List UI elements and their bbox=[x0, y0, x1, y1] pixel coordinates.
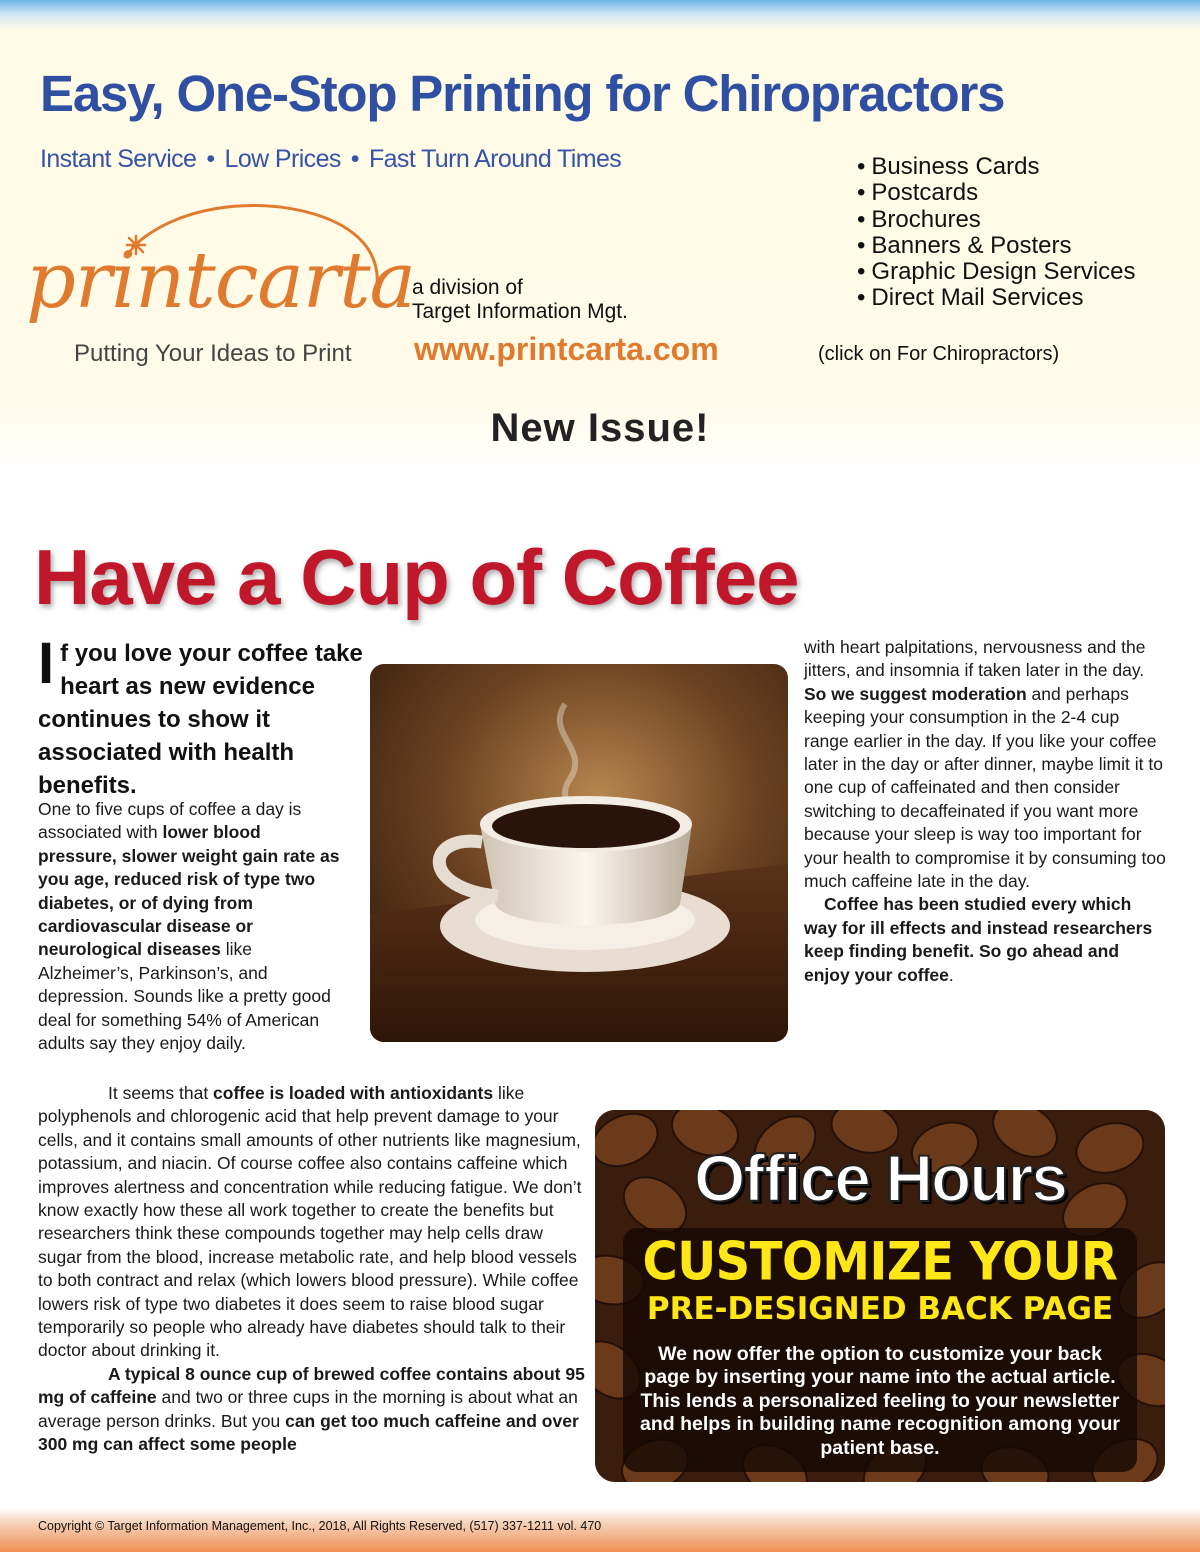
division-line: Target Information Mgt. bbox=[412, 300, 628, 323]
service-item: • Direct Mail Services bbox=[857, 285, 1136, 311]
text-run: It seems that bbox=[108, 1083, 214, 1103]
tagline bbox=[40, 145, 621, 174]
new-issue-banner: New Issue! bbox=[490, 406, 710, 450]
paragraph bbox=[804, 636, 1166, 893]
bold-run: Coffee has been studied every which way for ill effects and instead researchers keep finding benefit. So go ahead and enjoy your coffee bbox=[804, 894, 1153, 985]
customize-heading: CUSTOMIZE YOUR bbox=[642, 1231, 1118, 1293]
predesigned-heading: PRE-DESIGNED BACK PAGE bbox=[646, 1291, 1114, 1327]
text-run: with heart palpitations, nervousness and the jitters, and insomnia if taken later in the day. bbox=[804, 637, 1146, 681]
text-run: and perhaps keeping your consumption in the 2-4 cup range earlier in the day. If you like your coffee later in the day or after dinner, maybe limit it to one cup of caffeinated and then consider switching to decaffeinated if you want more because your sleep is way too important for your health to compromise it by consuming too much caffeine late in the day. bbox=[804, 683, 1166, 892]
page-headline: Easy, One-Stop Printing for Chiropractors bbox=[40, 65, 1005, 122]
coffee-cup-illustration bbox=[370, 664, 788, 1042]
website-link[interactable]: www.printcarta.com bbox=[414, 331, 719, 367]
office-hours-title: Office Hours bbox=[693, 1141, 1067, 1215]
tagline-item: Low Prices bbox=[224, 145, 341, 173]
services-list bbox=[857, 154, 1136, 312]
article-title: Have a Cup of Coffee bbox=[34, 533, 799, 621]
service-item: • Business Cards bbox=[857, 154, 1136, 180]
bold-run: lower blood pressure, slower weight gain rate as you age, reduced risk of type two diabetes, or of dying from cardiovascular disease or neurological diseases bbox=[38, 822, 340, 960]
logo-tagline: Putting Your Ideas to Print bbox=[74, 340, 352, 367]
printcarta-logo[interactable] bbox=[24, 196, 416, 376]
division-note bbox=[412, 276, 628, 324]
drop-cap: I bbox=[38, 631, 55, 696]
service-item: • Postcards bbox=[857, 180, 1136, 206]
article-column-3 bbox=[804, 636, 1166, 987]
bullet-dot: • bbox=[350, 145, 359, 173]
service-item: • Brochures bbox=[857, 207, 1136, 233]
website-note: (click on For Chiropractors) bbox=[818, 343, 1060, 365]
text-run: . bbox=[948, 964, 954, 985]
tagline-item: Fast Turn Around Times bbox=[368, 145, 622, 173]
article-lead bbox=[38, 631, 368, 802]
bold-run: coffee is loaded with antioxidants bbox=[213, 1083, 494, 1103]
office-hours-description: We now offer the option to customize your back page by inserting your name into the actual article. This lends a personalized feeling to your newsletter and helps in building name recognition among your patient base. bbox=[640, 1343, 1120, 1459]
bold-run: can get too much caffeine and over 300 mg can affect some people bbox=[38, 1410, 579, 1455]
paragraph bbox=[804, 893, 1166, 987]
text-run: like Alzheimer’s, Parkinson’s, and depression. Sounds like a pretty good deal for something 54% of American adults say they enjoy daily. bbox=[38, 939, 331, 1054]
logo-wordmark: printcarta bbox=[26, 236, 416, 326]
article-column-1 bbox=[38, 798, 344, 1055]
text-run: and two or three cups in the morning is about what an average person drinks. But you bbox=[38, 1387, 578, 1431]
service-item: • Banners & Posters bbox=[857, 233, 1136, 259]
paragraph bbox=[38, 798, 344, 1055]
lead-text: f you love your coffee take heart as new evidence continues to show it associated with health benefits. bbox=[38, 640, 363, 799]
bold-run: So we suggest moderation bbox=[804, 683, 1027, 704]
bold-run: A typical 8 ounce cup of brewed coffee contains about 95 mg of caffeine bbox=[38, 1363, 585, 1408]
service-item: • Graphic Design Services bbox=[857, 259, 1136, 285]
article-body bbox=[38, 1082, 586, 1457]
coffee-cup-photo bbox=[370, 664, 788, 1042]
paragraph bbox=[38, 1082, 586, 1363]
division-line: a division of bbox=[412, 276, 523, 299]
bullet-dot: • bbox=[206, 145, 215, 173]
copyright-footer: Copyright © Target Information Management, Inc., 2018, All Rights Reserved, (517) 337-1211 vol. 470 bbox=[38, 1519, 602, 1533]
paragraph bbox=[38, 1363, 586, 1457]
tagline-item: Instant Service bbox=[40, 145, 197, 173]
text-run: like polyphenols and chlorogenic acid that help prevent damage to your cells, and it contains small amounts of other nutrients like magnesium, potassium, and niacin. Of course coffee also contains caffeine which improves alertness and concentration while reducing fatigue. We don’t know exactly how these all work together to create the benefits but researchers think these compounds together may help cells draw sugar from the blood, increase metabolic rate, and help blood vessels to both contract and relax (which lowers blood pressure). While coffee lowers risk of type two diabetes it does seem to raise blood sugar temporarily so people who already have diabetes should talk to their doctor about drinking it. bbox=[38, 1083, 582, 1361]
office-hours-panel bbox=[595, 1110, 1165, 1482]
text-run: One to five cups of coffee a day is associated with bbox=[38, 799, 302, 843]
